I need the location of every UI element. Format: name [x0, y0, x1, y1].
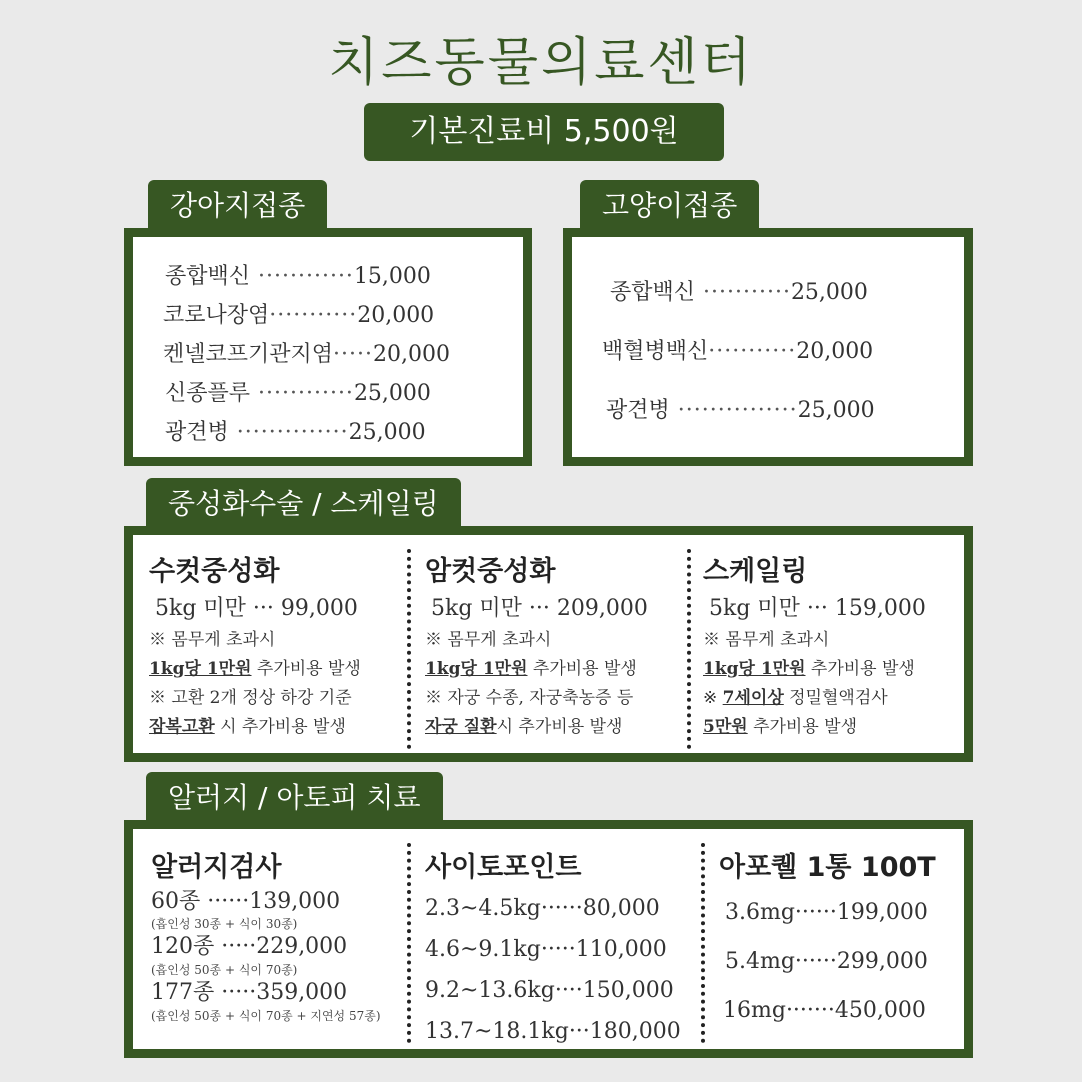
allergy-box [124, 820, 973, 1058]
note-line: ※ 몸무게 초과시 [425, 630, 552, 650]
page-title: 치즈동물의료센터 [328, 33, 754, 93]
test-subnote: (흡인성 30종 + 식이 30종) [151, 917, 298, 931]
column-heading: 사이토포인트 [425, 852, 582, 883]
note-line: ※ 7세이상 정밀혈액검사 [703, 688, 888, 708]
surgery-box [124, 526, 973, 762]
cytopoint-column [425, 845, 681, 1052]
note-line: 1kg당 1만원 추가비용 발생 [703, 659, 915, 679]
test-line: 177종 ·····359,000 [151, 980, 348, 1005]
column-heading: 수컷중성화 [149, 556, 280, 587]
price-line: 5kg 미만 ··· 99,000 [155, 596, 358, 621]
male-neutering-column [149, 549, 361, 742]
dog-row: 켄넬코프기관지염·····20,000 [163, 342, 450, 367]
column-divider [701, 843, 705, 1043]
column-divider [407, 843, 411, 1043]
dog-row: 광견병 ··············25,000 [165, 420, 426, 445]
note-line: ※ 고환 2개 정상 하강 기준 [149, 688, 352, 708]
note-line: 잠복고환 시 추가비용 발생 [149, 717, 346, 737]
note-line: 1kg당 1만원 추가비용 발생 [149, 659, 361, 679]
cat-vaccination-box [563, 228, 973, 466]
apoquel-line: 3.6mg······199,000 [725, 900, 928, 925]
column-heading: 알러지검사 [151, 852, 282, 883]
apoquel-line: 5.4mg······299,000 [725, 949, 928, 974]
allergy-test-column [151, 845, 381, 1024]
note-line: 5만원 추가비용 발생 [703, 717, 858, 737]
tab-allergy: 알러지 / 아토피 치료 [146, 772, 443, 824]
cytopoint-line: 13.7~18.1kg···180,000 [425, 1019, 681, 1044]
cytopoint-line: 9.2~13.6kg····150,000 [425, 978, 674, 1003]
column-heading: 아포퀠 1통 100T [719, 852, 936, 883]
cytopoint-line: 4.6~9.1kg·····110,000 [425, 937, 667, 962]
tab-surgery: 중성화수술 / 스케일링 [146, 478, 461, 530]
test-subnote: (흡인성 50종 + 식이 70종 + 지연성 57종) [151, 1009, 381, 1023]
cytopoint-line: 2.3~4.5kg······80,000 [425, 896, 660, 921]
note-line: 자궁 질환시 추가비용 발생 [425, 717, 623, 737]
base-fee-badge: 기본진료비 5,500원 [364, 103, 724, 161]
column-divider [407, 549, 411, 749]
apoquel-column [719, 845, 936, 1035]
test-line: 120종 ·····229,000 [151, 934, 348, 959]
column-heading: 스케일링 [703, 556, 808, 587]
tab-cat-vaccination: 고양이접종 [580, 180, 759, 232]
cat-row: 광견병 ···············25,000 [606, 398, 875, 423]
price-line: 5kg 미만 ··· 159,000 [709, 596, 926, 621]
dog-vaccination-box [124, 228, 532, 466]
note-line: ※ 자궁 수종, 자궁축농증 등 [425, 688, 634, 708]
note-line: 1kg당 1만원 추가비용 발생 [425, 659, 637, 679]
cat-row: 백혈병백신···········20,000 [602, 339, 874, 364]
test-subnote: (흡인성 50종 + 식이 70종) [151, 963, 298, 977]
price-line: 5kg 미만 ··· 209,000 [431, 596, 648, 621]
female-neutering-column [425, 549, 648, 742]
note-line: ※ 몸무게 초과시 [149, 630, 276, 650]
dog-row: 종합백신 ············15,000 [165, 264, 431, 289]
note-line: ※ 몸무게 초과시 [703, 630, 830, 650]
tab-dog-vaccination: 강아지접종 [148, 180, 327, 232]
apoquel-line: 16mg·······450,000 [723, 998, 926, 1023]
column-heading: 암컷중성화 [425, 556, 556, 587]
dog-row: 코로나장염···········20,000 [163, 303, 435, 328]
test-line: 60종 ······139,000 [151, 889, 341, 914]
cat-row: 종합백신 ···········25,000 [610, 280, 868, 305]
dog-row: 신종플루 ············25,000 [165, 381, 431, 406]
scaling-column [703, 549, 926, 742]
column-divider [687, 549, 691, 749]
